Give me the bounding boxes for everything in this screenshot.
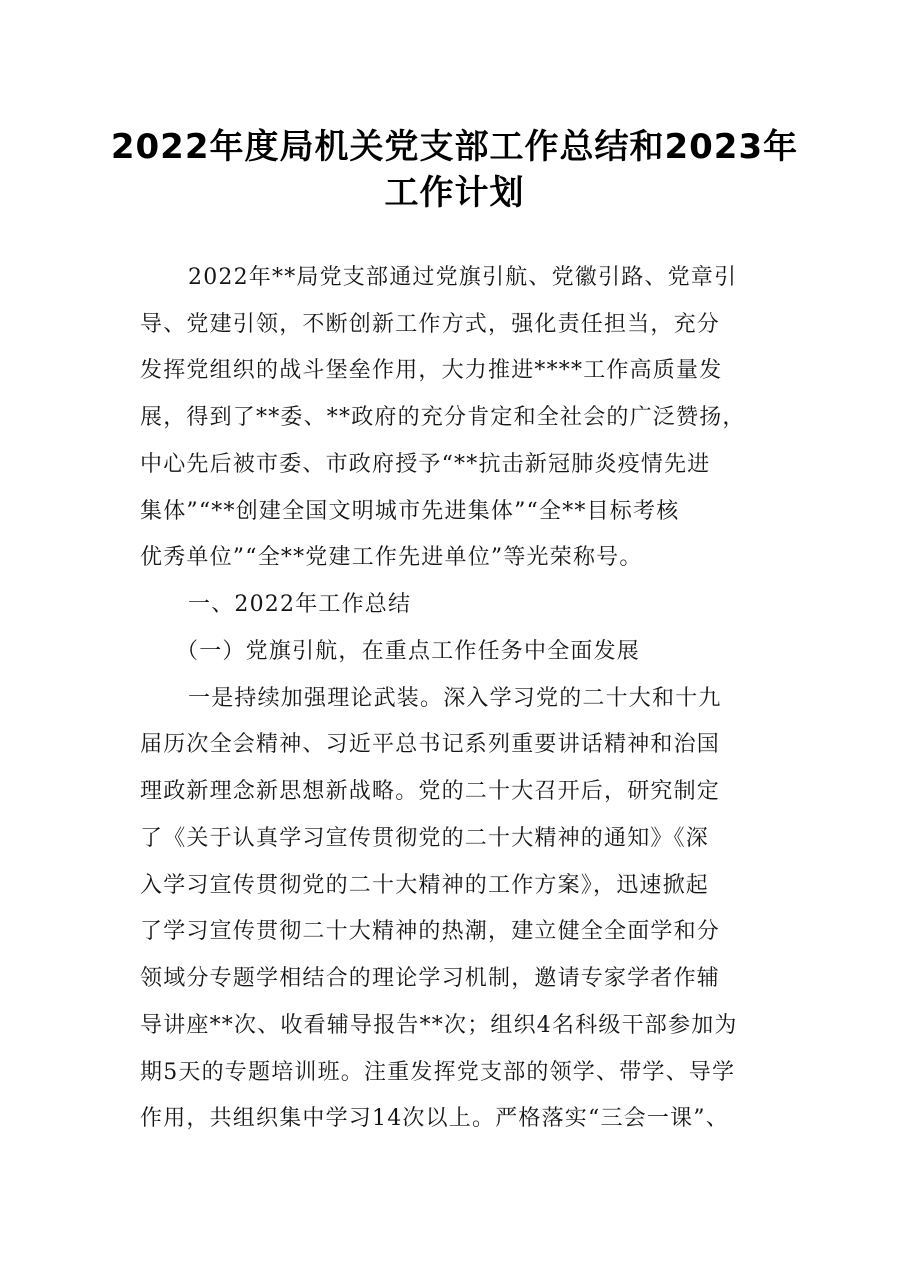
paragraph-line: 导、党建引领，不断创新工作方式，强化责任担当，充分 [140,312,721,337]
paragraph-line: 2022年**局党支部通过党旗引航、党徽引路、党章引 [188,265,738,290]
paragraph-line: 中心先后被市委、市政府授予“**抗击新冠肺炎疫情先进 [140,452,711,477]
section-heading: 一、2022年工作总结 [188,592,412,617]
paragraph-line: 作用，共组织集中学习14次以上。严格落实“三会一课”、 [140,1106,729,1131]
paragraph-line: 了学习宣传贯彻二十大精神的热潮，建立健全全面学和分 [140,919,721,944]
paragraph-line: 届历次全会精神、习近平总书记系列重要讲话精神和治国 [140,732,721,757]
paragraph-line: 理政新理念新思想新战略。党的二十大召开后，研究制定 [140,779,721,804]
document-title-line-1: 2022年度局机关党支部工作总结和2023年 [110,127,799,167]
paragraph-line: 发挥党组织的战斗堡垒作用，大力推进****工作高质量发 [140,358,723,383]
paragraph-line: 入学习宣传贯彻党的二十大精神的工作方案》，迅速掀起 [140,873,710,898]
paragraph-line: 展，得到了**委、**政府的充分肯定和全社会的广泛赞扬， [140,405,746,430]
paragraph-line: 领域分专题学相结合的理论学习机制，邀请专家学者作辅 [140,966,721,991]
paragraph-line: 一是持续加强理论武装。深入学习党的二十大和十九 [188,686,722,711]
document-title-line-2: 工作计划 [384,173,525,213]
paragraph-line: 集体”“**创建全国文明城市先进集体”“全**目标考核 [140,499,680,524]
paragraph-line: 期5天的专题培训班。注重发挥党支部的领学、带学、导学 [140,1060,736,1085]
subsection-heading: （一）党旗引航，在重点工作任务中全面发展 [176,639,641,664]
paragraph-line: 优秀单位”“全**党建工作先进单位”等光荣称号。 [140,545,643,570]
paragraph-line: 了《关于认真学习宣传贯彻党的二十大精神的通知》《深 [140,826,710,851]
paragraph-line: 导讲座**次、收看辅导报告**次；组织4名科级干部参加为 [140,1013,738,1038]
